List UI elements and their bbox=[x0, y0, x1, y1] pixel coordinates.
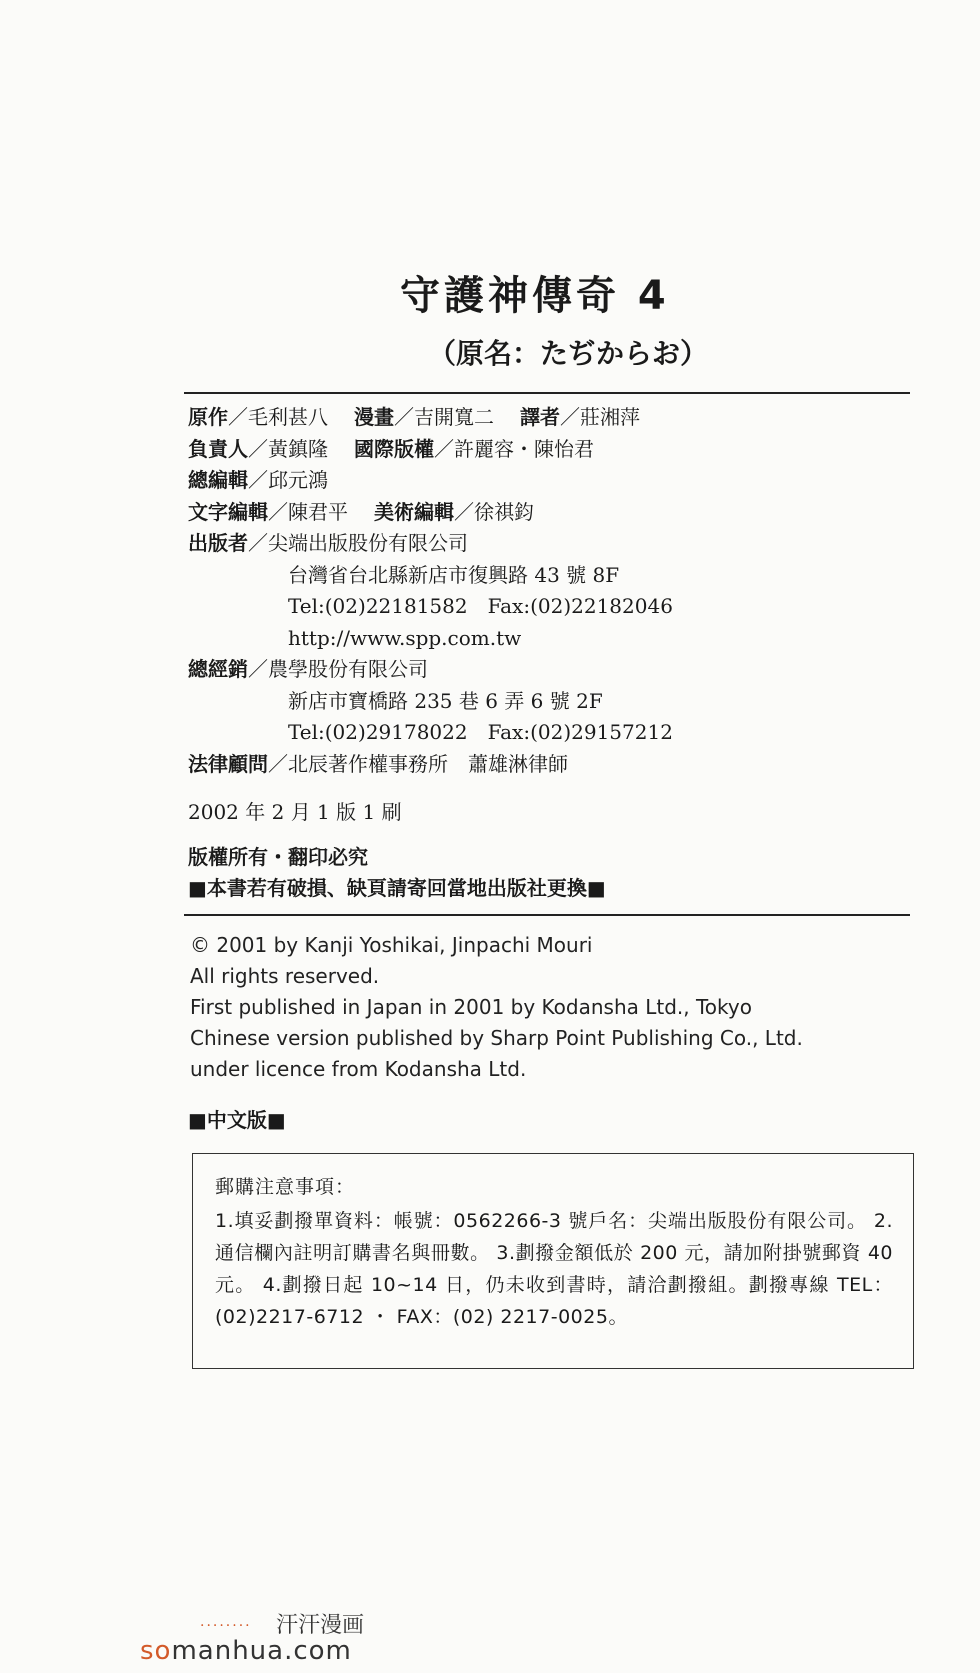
distributor-name: 農學股份有限公司 bbox=[268, 657, 428, 681]
middle-divider bbox=[184, 914, 910, 916]
chinese-edition-label: ■中文版■ bbox=[188, 1108, 286, 1132]
text-editor-label: 文字編輯 bbox=[188, 499, 268, 524]
original-title: （原名：たぢからお） bbox=[428, 337, 709, 370]
first-published-line: First published in Japan in 2001 by Kodansha Ltd., Tokyo bbox=[190, 995, 752, 1019]
chief-editor-value: 邱元鴻 bbox=[268, 468, 328, 492]
distributor-address: 新店市寶橋路 235 巷 6 弄 6 號 2F bbox=[288, 688, 603, 713]
rights-reserved: 版權所有・翻印必究 bbox=[188, 845, 368, 869]
notice-title: 郵購注意事項： bbox=[215, 1176, 356, 1198]
chinese-version-line: Chinese version published by Sharp Point Publishing Co., Ltd. bbox=[190, 1026, 803, 1050]
original-author-label: 原作 bbox=[188, 405, 228, 429]
replacement-notice: ■本書若有破損、缺頁請寄回當地出版社更換■ bbox=[188, 876, 606, 900]
notice-body: 1.填妥劃撥單資料：帳號：0562266-3 號戶名：尖端出版股份有限公司。 2.通信欄內註明訂購書名與冊數。 3.劃撥金額低於 200 元，請加附掛號郵資 40 元。 4.劃撥日起 10~14 日，仍未收到書時，請洽劃撥組。劃撥專線 TEL：(02)2217-6712 ・ FAX：(02) 2217-0025。 bbox=[215, 1210, 893, 1328]
watermark-dots: ········ bbox=[200, 1618, 252, 1634]
credit-row-chief-editor: 總編輯／邱元鴻 bbox=[188, 468, 328, 492]
credits-block bbox=[188, 402, 673, 780]
publisher-address: 台灣省台北縣新店市復興路 43 號 8F bbox=[288, 562, 620, 587]
copyright-line: © 2001 by Kanji Yoshikai, Jinpachi Mouri bbox=[190, 933, 593, 957]
responsible-value: 黃鎮隆 bbox=[268, 436, 328, 461]
responsible-label: 負責人 bbox=[188, 436, 248, 461]
text-editor-value: 陳君平 bbox=[288, 499, 348, 524]
art-editor-label: 美術編輯 bbox=[374, 499, 454, 524]
publisher-name: 尖端出版股份有限公司 bbox=[268, 531, 468, 555]
art-label: 漫畫 bbox=[354, 405, 394, 429]
rights-line: All rights reserved. bbox=[190, 964, 380, 988]
edition-date: 2002 年 2 月 1 版 1 刷 bbox=[188, 800, 402, 824]
watermark-url: somanhua.com bbox=[140, 1636, 352, 1666]
intl-rights-value: 許麗容・陳怡君 bbox=[454, 436, 594, 461]
publisher-label: 出版者 bbox=[188, 531, 248, 555]
credit-row-editors: 文字編輯／陳君平 美術編輯／徐祺鈞 bbox=[188, 499, 534, 524]
legal-label: 法律顧問 bbox=[188, 751, 268, 776]
publisher-website: http://www.spp.com.tw bbox=[288, 625, 522, 650]
credit-row-legal: 法律顧問／北辰著作權事務所 蕭雄淋律師 bbox=[188, 751, 568, 776]
original-author-value: 毛利甚八 bbox=[248, 405, 328, 429]
publisher-contact: Tel:(02)22181582 Fax:(02)22182046 bbox=[288, 594, 673, 618]
intl-rights-label: 國際版權 bbox=[354, 436, 434, 461]
watermark-chinese: 汗汗漫画 bbox=[276, 1613, 365, 1638]
rights-block bbox=[188, 842, 606, 904]
legal-value: 北辰著作權事務所 蕭雄淋律師 bbox=[288, 751, 568, 776]
translator-label: 譯者 bbox=[520, 405, 560, 429]
credit-row-distributor: 總經銷／農學股份有限公司 bbox=[188, 657, 428, 681]
art-editor-value: 徐祺鈞 bbox=[474, 499, 534, 524]
chief-editor-label: 總編輯 bbox=[188, 468, 248, 492]
top-divider bbox=[184, 392, 910, 394]
mail-order-notice bbox=[192, 1153, 914, 1369]
book-title: 守護神傳奇 4 bbox=[400, 273, 670, 319]
distributor-contact: Tel:(02)29178022 Fax:(02)29157212 bbox=[288, 720, 673, 744]
distributor-label: 總經銷 bbox=[188, 657, 248, 681]
credit-row-authors: 原作／毛利甚八 漫畫／吉開寬二 譯者／莊湘萍 bbox=[188, 405, 640, 429]
english-copyright bbox=[190, 930, 803, 1085]
licence-line: under licence from Kodansha Ltd. bbox=[190, 1057, 527, 1081]
credit-row-responsible: 負責人／黃鎮隆 國際版權／許麗容・陳怡君 bbox=[188, 436, 594, 461]
translator-value: 莊湘萍 bbox=[580, 405, 640, 429]
art-value: 吉開寬二 bbox=[414, 405, 494, 429]
credit-row-publisher: 出版者／尖端出版股份有限公司 bbox=[188, 531, 468, 555]
